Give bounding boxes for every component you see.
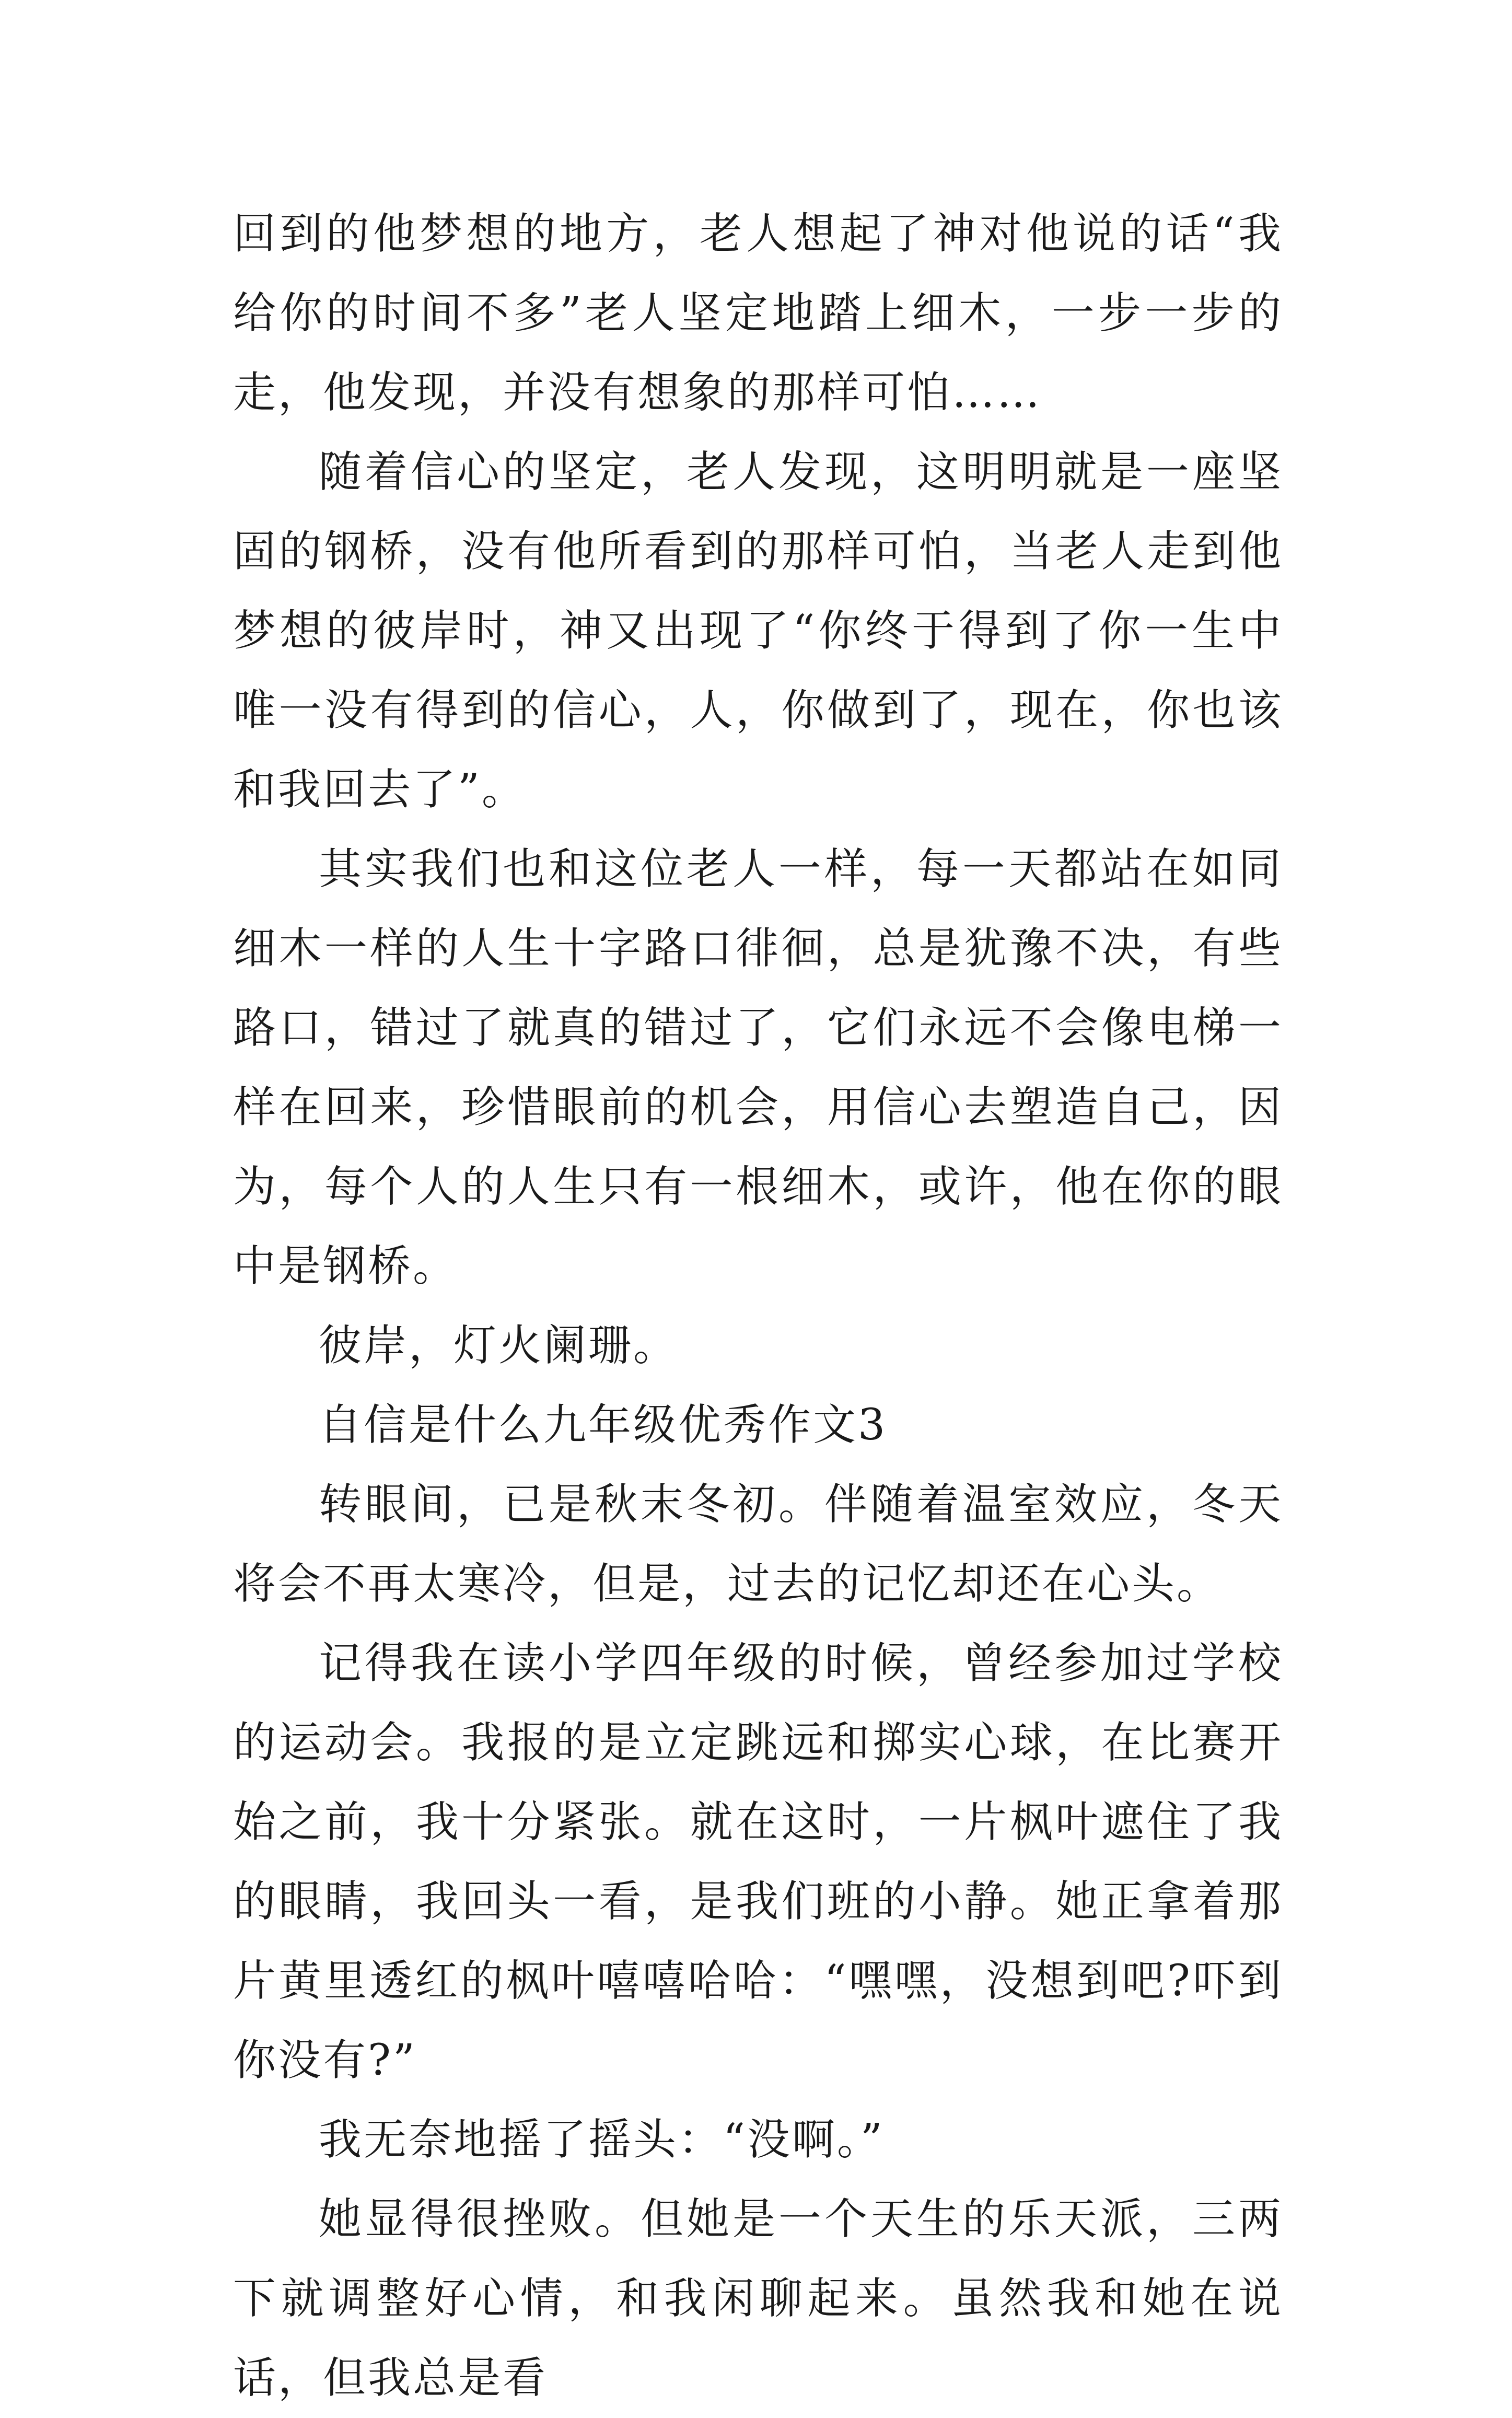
paragraph-6: 记得我在读小学四年级的时候，曾经参加过学校的运动会。我报的是立定跳远和掷实心球，在比赛开始之前，我十分紧张。就在这时，一片枫叶遮住了我的眼睛，我回头一看，是我们班的小静。她正拿着那片黄里透红的枫叶嘻嘻哈哈：“嘿嘿，没想到吧?吓到你没有?”	[233, 1638, 1283, 2085]
paragraph-2: 随着信心的坚定，老人发现，这明明就是一座坚固的钢桥，没有他所看到的那样可怕，当老人走到他梦想的彼岸时，神又出现了“你终于得到了你一生中唯一没有得到的信心，人，你做到了，现在，你也该和我回去了”。	[233, 447, 1283, 815]
paragraph-7: 我无奈地摇了摇头：“没啊。”	[319, 2115, 885, 2165]
section-heading: 自信是什么九年级优秀作文3	[319, 1400, 888, 1450]
document-body	[233, 194, 1283, 2418]
paragraph-5: 转眼间，已是秋末冬初。伴随着温室效应，冬天将会不再太寒冷，但是，过去的记忆却还在心头。	[233, 1480, 1283, 1609]
paragraph-3: 其实我们也和这位老人一样，每一天都站在如同细木一样的人生十字路口徘徊，总是犹豫不决，有些路口，错过了就真的错过了，它们永远不会像电梯一样在回来，珍惜眼前的机会，用信心去塑造自己，因为，每个人的人生只有一根细木，或许，他在你的眼中是钢桥。	[233, 844, 1283, 1291]
paragraph-1: 回到的他梦想的地方，老人想起了神对他说的话“我给你的时间不多”老人坚定地踏上细木，一步一步的走，他发现，并没有想象的那样可怕……	[233, 209, 1283, 417]
paragraph-8: 她显得很挫败。但她是一个天生的乐天派，三两下就调整好心情，和我闲聊起来。虽然我和她在说话，但我总是看	[233, 2194, 1283, 2403]
paragraph-4: 彼岸，灯火阑珊。	[319, 1321, 679, 1370]
